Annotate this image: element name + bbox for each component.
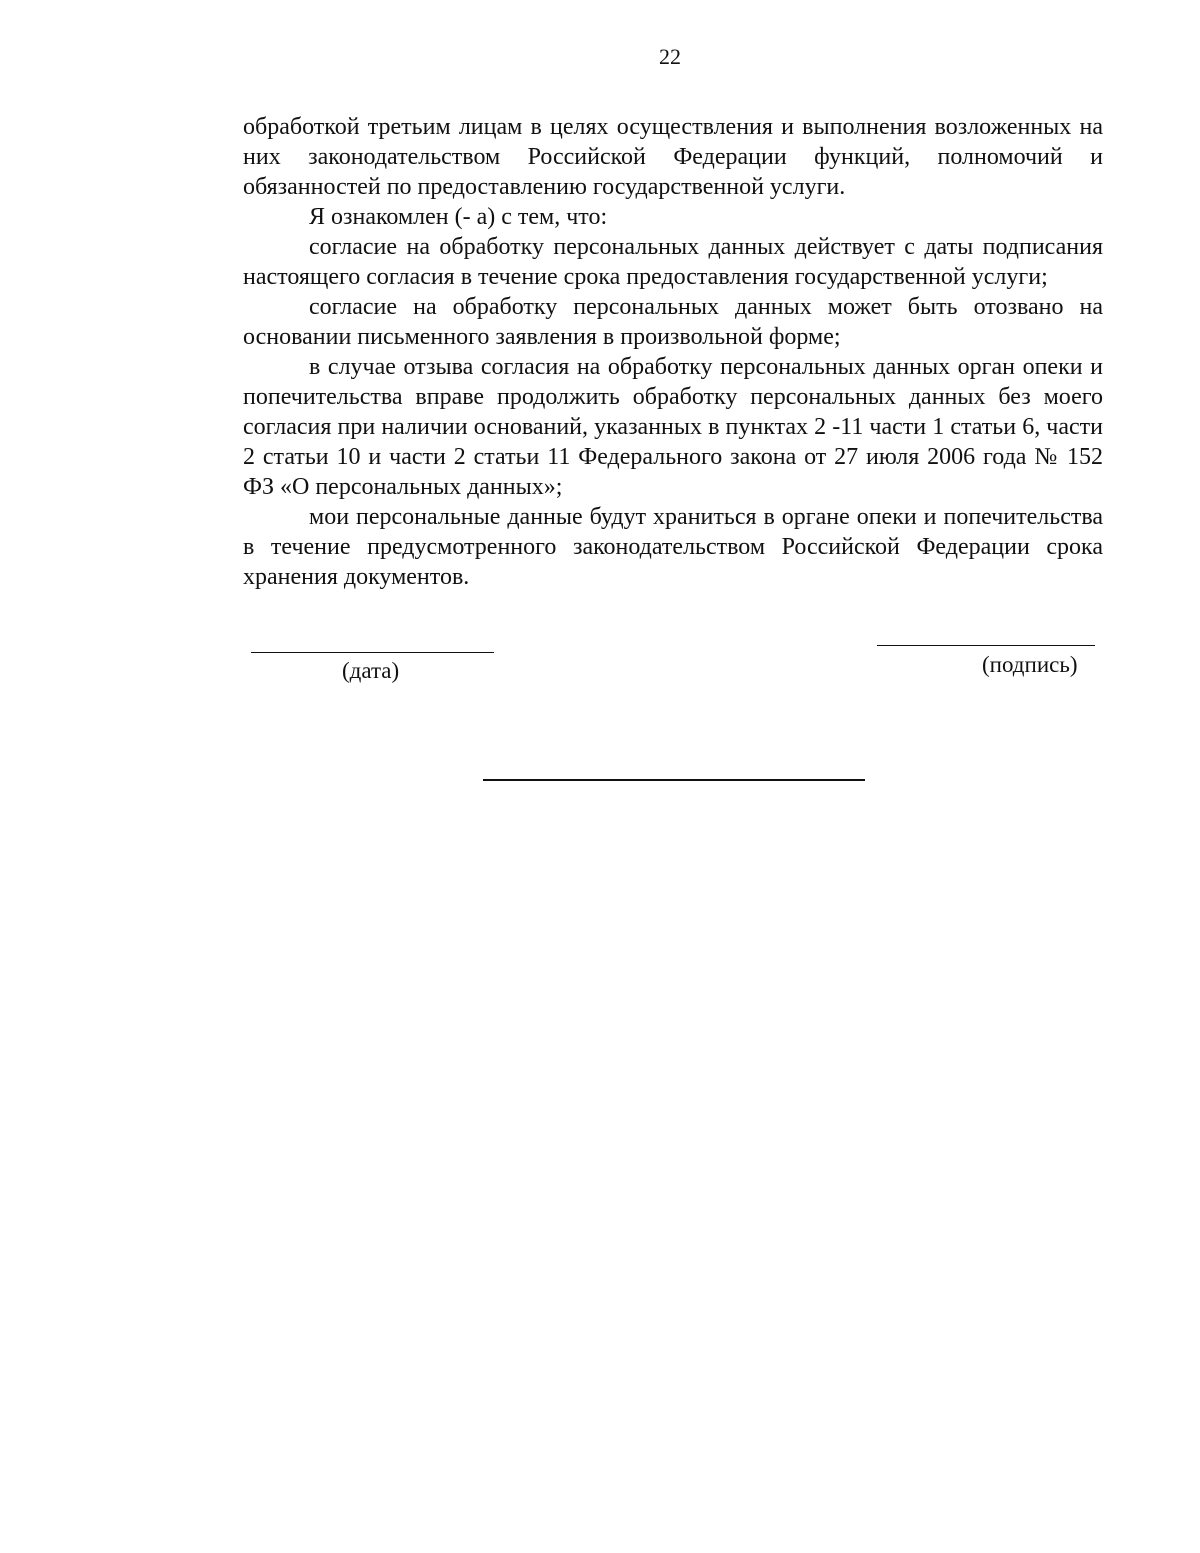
paragraph-consent-revocation: согласие на обработку персональных данных может быть отозвано на основании письменного заявления в произвольной форме; [243, 294, 1103, 350]
paragraph-data-storage: мои персональные данные будут храниться в органе опеки и попечительства в течение предусмотренного законодательством Российской Федерации срока хранения документов. [243, 504, 1103, 590]
paragraph-revocation-consequences: в случае отзыва согласия на обработку персональных данных орган опеки и попечительства вправе продолжить обработку персональных данных без моего согласия при наличии оснований, указанных в пунктах 2 -11 части 1 статьи 6, части 2 статьи 10 и части 2 статьи 11 Федерального закона от 27 июля 2006 года № 152 ФЗ «О персональных данных»; [243, 354, 1103, 500]
paragraph-consent-validity: согласие на обработку персональных данных действует с даты подписания настоящего согласия в течение срока предоставления государственной услуги; [243, 234, 1103, 290]
paragraph-continuation: обработкой третьим лицам в целях осуществления и выполнения возложенных на них законодательством Российской Федерации функций, полномочий и обязанностей по предоставлению государственной услуги. [243, 114, 1103, 200]
page-number: 22 [659, 44, 681, 69]
signature-label: (подпись) [982, 652, 1078, 677]
end-of-document-rule [483, 779, 865, 781]
date-signature-line [251, 652, 494, 653]
signature-line [877, 645, 1095, 646]
paragraph-acknowledgement: Я ознакомлен (- а) с тем, что: [309, 204, 608, 230]
document-body [243, 112, 1103, 592]
date-label: (дата) [342, 658, 400, 683]
